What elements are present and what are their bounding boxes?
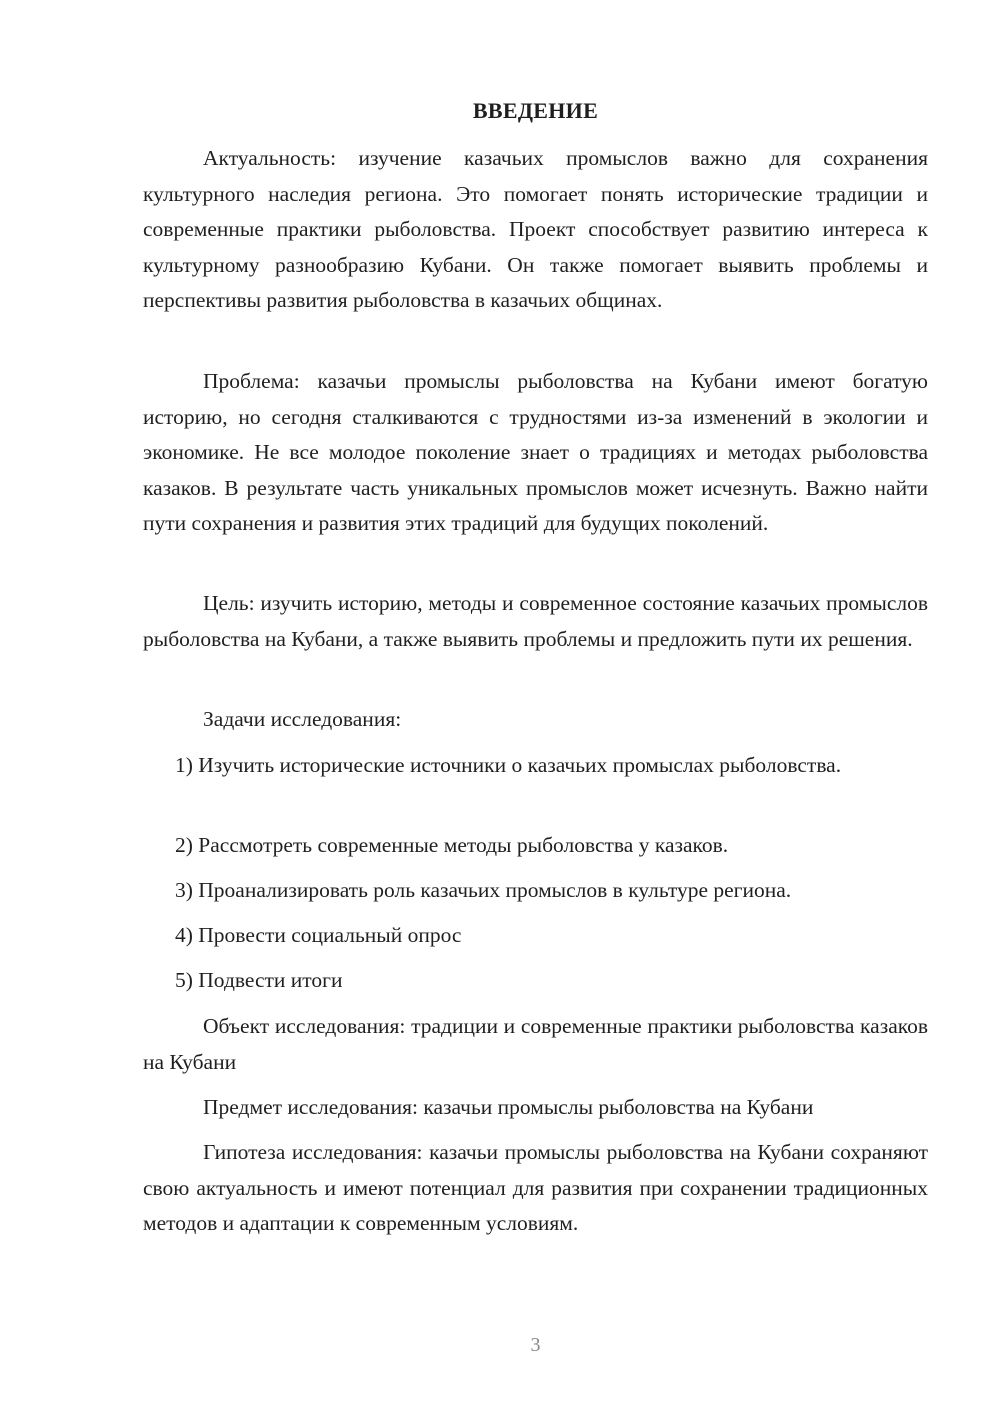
object-paragraph: Объект исследования: традиции и современные практики рыболовства казаков на Кубани <box>143 1014 928 1074</box>
task-item-2: 2) Рассмотреть современные методы рыболовства у казаков. <box>175 833 729 857</box>
task-item-5: 5) Подвести итоги <box>175 968 343 992</box>
task-item-3: 3) Проанализировать роль казачьих промыслов в культуре региона. <box>175 878 792 902</box>
document-page <box>143 0 928 1414</box>
problem-paragraph: Проблема: казачьи промыслы рыболовства на Кубани имеют богатую историю, но сегодня сталкиваются с трудностями из-за изменений в экологии и экономике. Не все молодое поколение знает о традициях и методах рыболовства казаков. В результате часть уникальных промыслов может исчезнуть. Важно найти пути сохранения и развития этих традиций для будущих поколений. <box>143 369 928 535</box>
tasks-title: Задачи исследования: <box>203 707 402 731</box>
task-item-1: 1) Изучить исторические источники о казачьих промыслах рыболовства. <box>175 753 842 777</box>
goal-paragraph: Цель: изучить историю, методы и современное состояние казачьих промыслов рыболовства на Кубани, а также выявить проблемы и предложить пути их решения. <box>143 591 928 651</box>
page-number: 3 <box>530 1334 541 1356</box>
section-heading: ВВЕДЕНИЕ <box>472 98 599 123</box>
hypothesis-paragraph: Гипотеза исследования: казачьи промыслы рыболовства на Кубани сохраняют свою актуальность и имеют потенциал для развития при сохранении традиционных методов и адаптации к современным условиям. <box>143 1140 928 1235</box>
task-item-4: 4) Провести социальный опрос <box>175 923 462 947</box>
subject-paragraph: Предмет исследования: казачьи промыслы рыболовства на Кубани <box>203 1095 814 1119</box>
relevance-paragraph: Актуальность: изучение казачьих промыслов важно для сохранения культурного наследия региона. Это помогает понять исторические традиции и современные практики рыболовства. Проект способствует развитию интереса к культурному разнообразию Кубани. Он также помогает выявить проблемы и перспективы развития рыболовства в казачьих общинах. <box>143 146 928 312</box>
